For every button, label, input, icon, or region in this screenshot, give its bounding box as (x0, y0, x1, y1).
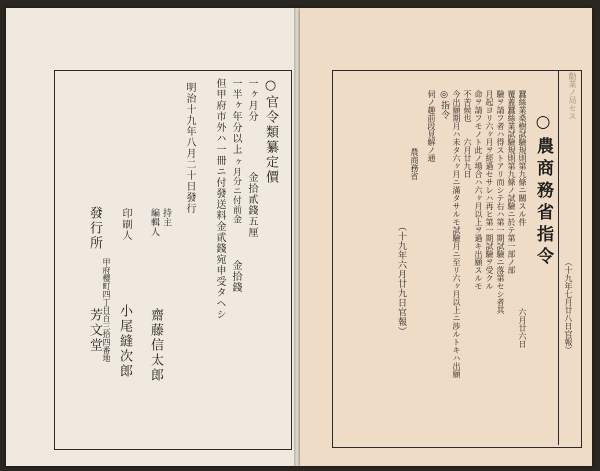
body-line-6: 不苦候也 六月廿九日 (463, 90, 472, 178)
publisher-name: 芳文堂 (87, 308, 102, 353)
body-line-4: 月起ヨリ六ヶ月ヲ經過セサレハ再ヒ第一期試驗ヲ受クル (485, 90, 494, 290)
frame-inner-rule (558, 71, 559, 445)
price-term-2: 一半ヶ年分以上 (230, 78, 241, 155)
body-line-8: ◎指令 (439, 90, 449, 120)
body-line-2: 覆蓋蠶絲業試驗規則第九條ノ試驗ニ於テ第一部ノ部 (507, 90, 516, 274)
editor-name: 齋藤信太郎 (148, 308, 163, 383)
price-term-1: 一ヶ月分 (246, 78, 257, 122)
body-line-5: 命ヲ請フモノト此ノ場合ハ六ヶ月以上ヲ過キ出願スルモ (474, 90, 483, 290)
role-printer: 印刷人 (120, 208, 131, 241)
price-heading: ○官令類纂定價 (263, 78, 278, 185)
printer-name: 小尾縫次郎 (117, 304, 132, 379)
signer: 農商務省 (410, 148, 419, 180)
left-page (6, 8, 296, 466)
role-owner: 持主 (161, 208, 171, 227)
footer-date: （十九年六月廿九日官報） (396, 222, 406, 336)
running-header: 勸業ノ局セス (568, 72, 577, 120)
price-value-2: 金拾錢 (230, 260, 241, 293)
date-in-text: 六月廿六日 (518, 308, 527, 348)
price-note-2: 一ヶ月分ニ付前金 (231, 148, 241, 224)
price-value-1: 金拾貳錢五厘 (246, 172, 257, 238)
publisher-address: 甲府櫻町四丁目百三拾四番地 (102, 258, 111, 362)
body-line-7: 今出願期月ハ未タ六ヶ月ニ滿タサルモ試驗月ニ至リ六ヶ月以上ニ渉ルトキハ出願 (452, 90, 461, 378)
right-page (300, 8, 592, 466)
body-line-1: 蠶絲業桑樹試驗規則第九條ニ關スル件 (518, 90, 527, 226)
role-editor: 編輯人 (149, 208, 159, 237)
body-line-3: 驗ヲ請フ者ハ得ストアリ而シテ右ハ第一期試驗ニ落第セシ者其 (496, 90, 505, 314)
issue-date: 明治十九年八月二十日發行 (184, 82, 195, 214)
body-line-9: 伺ノ趣前段見解ノ通 (427, 90, 436, 162)
price-note-3: 但甲府市外ハ一冊ニ付發送料金貮錢宛申受タヘシ (214, 78, 225, 320)
issued-date: （十九年七月廿八日官報） (564, 258, 573, 354)
notice-title: ○農商務省指令 (533, 112, 553, 269)
colophon-frame (54, 70, 292, 450)
publisher-label: 發行所 (87, 206, 102, 251)
